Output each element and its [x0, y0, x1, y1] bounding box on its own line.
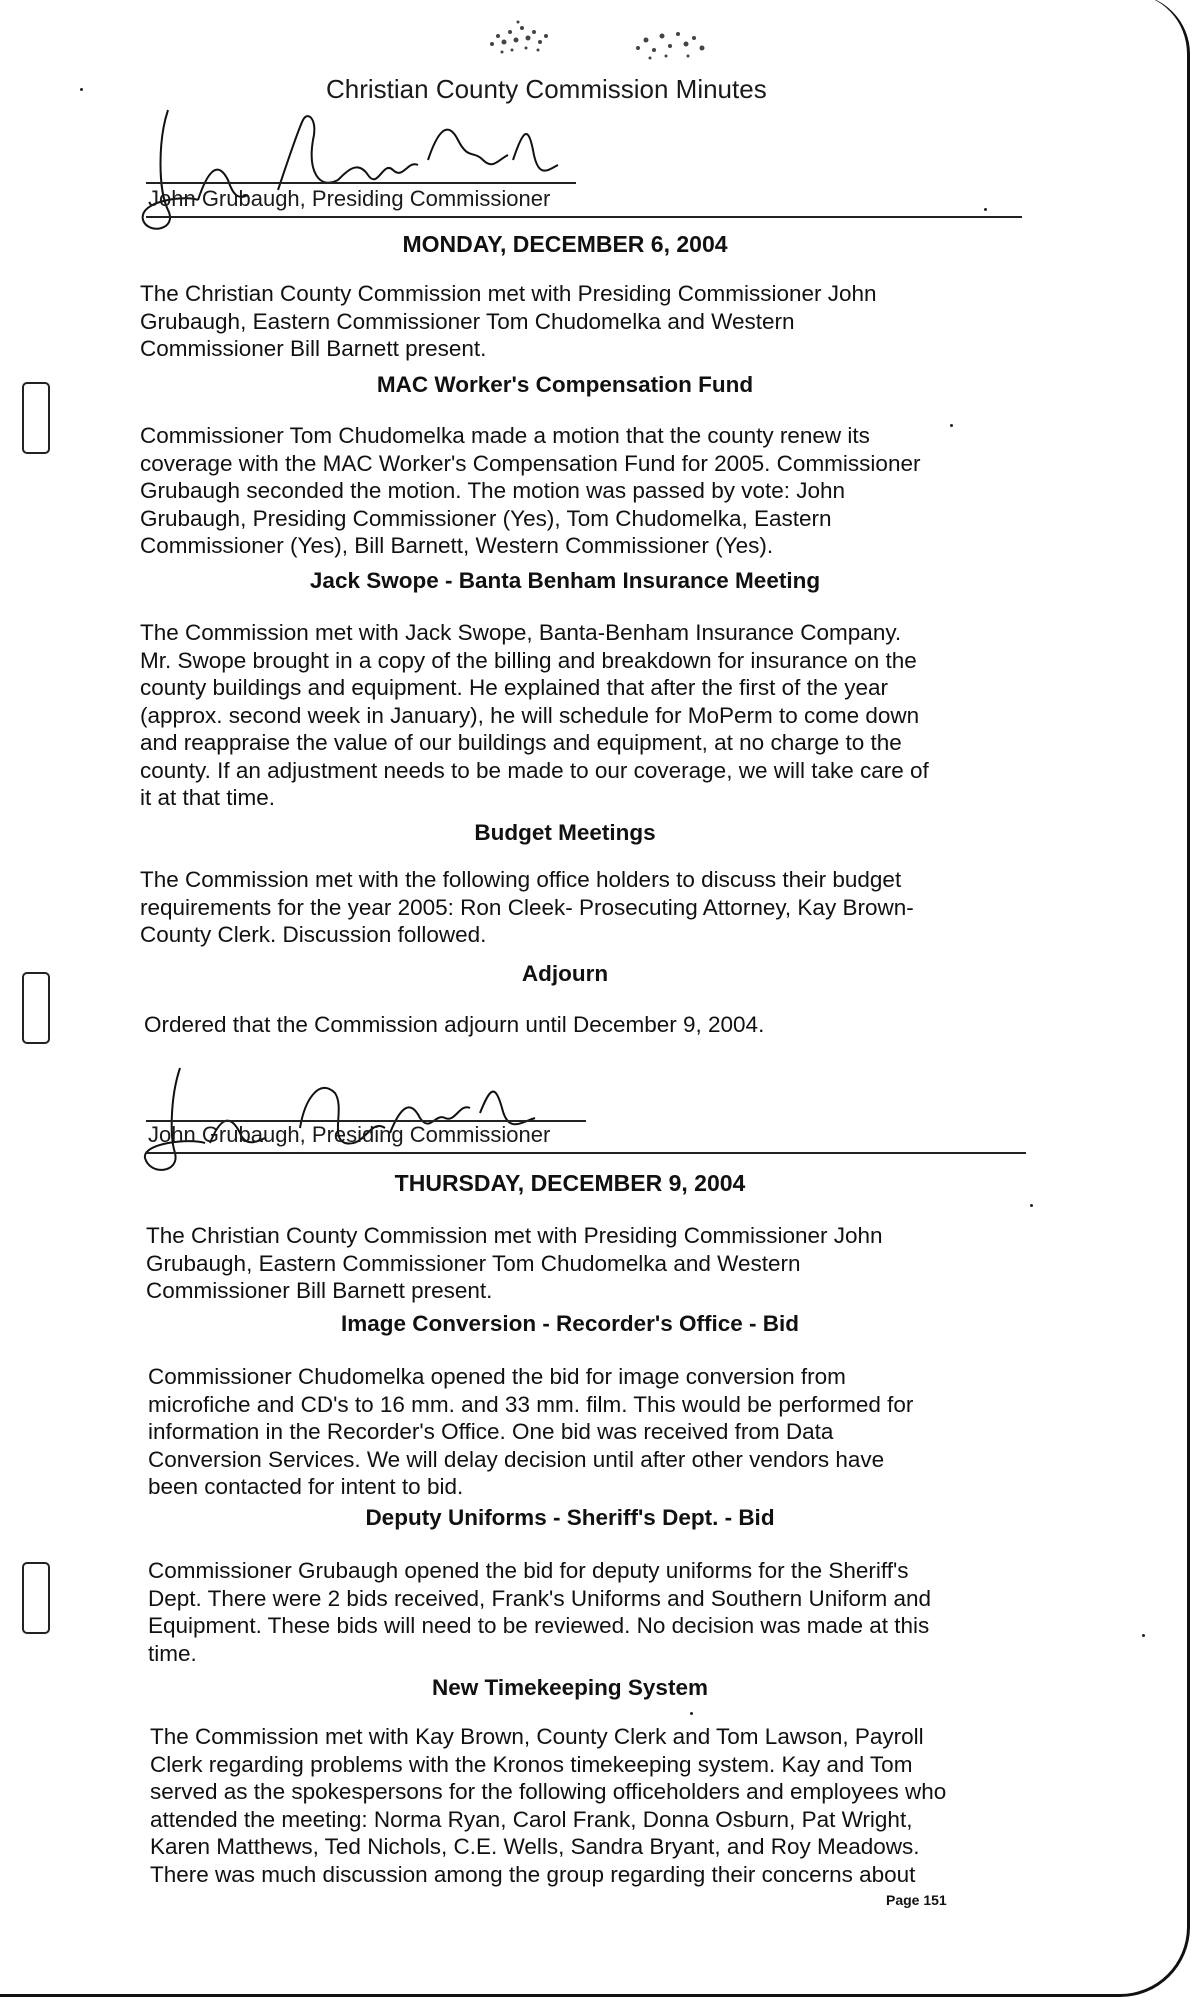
section-body: [144, 1011, 1044, 1039]
text-line: Karen Matthews, Ted Nichols, C.E. Wells, Sandra Bryant, and Roy Meadows.: [150, 1834, 920, 1859]
text-line: coverage with the MAC Worker's Compensation Fund for 2005. Commissioner: [140, 450, 921, 476]
text-line: county. If an adjustment needs to be made to our coverage, we will take care of: [140, 757, 929, 783]
section-heading: Image Conversion - Recorder's Office - Bid: [341, 1311, 799, 1336]
document-title: Christian County Commission Minutes: [326, 74, 767, 104]
text-line: Equipment. These bids will need to be reviewed. No decision was made at this: [148, 1613, 930, 1638]
meeting-2-intro: [146, 1222, 1046, 1305]
section-body: [140, 619, 1040, 812]
scan-speck: [950, 424, 953, 427]
text-line: County Clerk. Discussion followed.: [140, 922, 487, 947]
text-line: Commissioner Bill Barnett present.: [146, 1278, 493, 1303]
text-line: served as the spokespersons for the following officeholders and employees who: [150, 1779, 947, 1804]
text-line: attended the meeting: Norma Ryan, Carol Frank, Donna Osburn, Pat Wright,: [150, 1806, 913, 1832]
section-heading: New Timekeeping System: [432, 1675, 708, 1700]
text-line: The Christian County Commission met with Presiding Commissioner John: [146, 1223, 883, 1248]
seal-smudge-right: [628, 20, 718, 70]
meeting-date-1: MONDAY, DECEMBER 6, 2004: [402, 231, 728, 257]
text-line: The Commission met with the following office holders to discuss their budget: [140, 867, 902, 892]
section-body: [150, 1723, 1050, 1888]
text-line: Grubaugh, Eastern Commissioner Tom Chudomelka and Western: [140, 308, 795, 334]
divider-rule-1: [146, 216, 1022, 218]
signature-line-2-label: John Grubaugh, Presiding Commissioner: [148, 1122, 551, 1147]
punch-hole: [22, 1562, 50, 1634]
signature-line-1-label: John Grubaugh, Presiding Commissioner: [148, 186, 551, 211]
text-line: time.: [148, 1640, 197, 1666]
text-line: (approx. second week in January), he will schedule for MoPerm to come down: [140, 702, 920, 728]
section-body: [140, 866, 1040, 949]
text-line: Clerk regarding problems with the Kronos timekeeping system. Kay and Tom: [150, 1751, 913, 1777]
section-heading: MAC Worker's Compensation Fund: [376, 372, 754, 397]
text-line: it at that time.: [140, 785, 276, 810]
signature-rule-1: [146, 182, 576, 184]
text-line: and reappraise the value of our buildings and equipment, at no charge to the: [140, 730, 902, 755]
meeting-date-2: THURSDAY, DECEMBER 9, 2004: [394, 1170, 746, 1196]
page-number: Page 151: [886, 1892, 947, 1908]
seal-smudge-left: [482, 14, 562, 64]
signature-2: [130, 1058, 570, 1178]
text-line: Commissioner Bill Barnett present.: [140, 336, 487, 361]
scan-speck: [984, 208, 987, 211]
text-line: Grubaugh, Eastern Commissioner Tom Chudomelka and Western: [146, 1250, 801, 1276]
scan-speck: [1142, 1634, 1145, 1637]
scan-speck: [690, 1712, 693, 1715]
meeting-1-intro: [140, 280, 1040, 363]
text-line: The Christian County Commission met with Presiding Commissioner John: [140, 281, 877, 306]
section-body: [148, 1363, 1048, 1501]
text-line: The Commission met with Jack Swope, Banta-Benham Insurance Company.: [140, 620, 902, 645]
section-heading: Budget Meetings: [474, 820, 656, 845]
text-line: The Commission met with Kay Brown, County Clerk and Tom Lawson, Payroll: [150, 1724, 924, 1749]
text-line: Commissioner Tom Chudomelka made a motion that the county renew its: [140, 423, 870, 448]
text-line: Commissioner (Yes), Bill Barnett, Western Commissioner (Yes).: [140, 533, 774, 558]
text-line: requirements for the year 2005: Ron Cleek- Prosecuting Attorney, Kay Brown-: [140, 894, 914, 920]
text-line: Grubaugh, Presiding Commissioner (Yes), Tom Chudomelka, Eastern: [140, 505, 832, 531]
signature-rule-2: [146, 1120, 586, 1122]
text-line: information in the Recorder's Office. One bid was received from Data: [148, 1419, 834, 1444]
text-line: Conversion Services. We will delay decision until after other vendors have: [148, 1446, 885, 1472]
section-heading: Deputy Uniforms - Sheriff's Dept. - Bid: [365, 1505, 775, 1530]
text-line: There was much discussion among the group regarding their concerns about: [150, 1861, 916, 1887]
signature-1: [128, 100, 568, 240]
text-line: Grubaugh seconded the motion. The motion was passed by vote: John: [140, 478, 846, 503]
text-line: county buildings and equipment. He explained that after the first of the year: [140, 675, 888, 700]
text-line: Ordered that the Commission adjourn until December 9, 2004.: [144, 1012, 765, 1037]
text-line: Commissioner Grubaugh opened the bid for deputy uniforms for the Sheriff's: [148, 1558, 909, 1583]
scan-speck: [80, 88, 83, 91]
text-line: been contacted for intent to bid.: [148, 1474, 464, 1499]
section-heading: Adjourn: [521, 961, 609, 986]
divider-rule-2: [146, 1152, 1026, 1154]
section-body: [148, 1557, 1048, 1667]
text-line: Commissioner Chudomelka opened the bid for image conversion from: [148, 1364, 846, 1389]
text-line: Mr. Swope brought in a copy of the billing and breakdown for insurance on the: [140, 647, 917, 673]
text-line: Dept. There were 2 bids received, Frank's Uniforms and Southern Uniform and: [148, 1585, 931, 1611]
section-heading: Jack Swope - Banta Benham Insurance Meeting: [309, 568, 821, 593]
text-line: microfiche and CD's to 16 mm. and 33 mm. film. This would be performed for: [148, 1391, 914, 1417]
scan-speck: [1030, 1204, 1033, 1207]
section-body: [140, 422, 1040, 560]
